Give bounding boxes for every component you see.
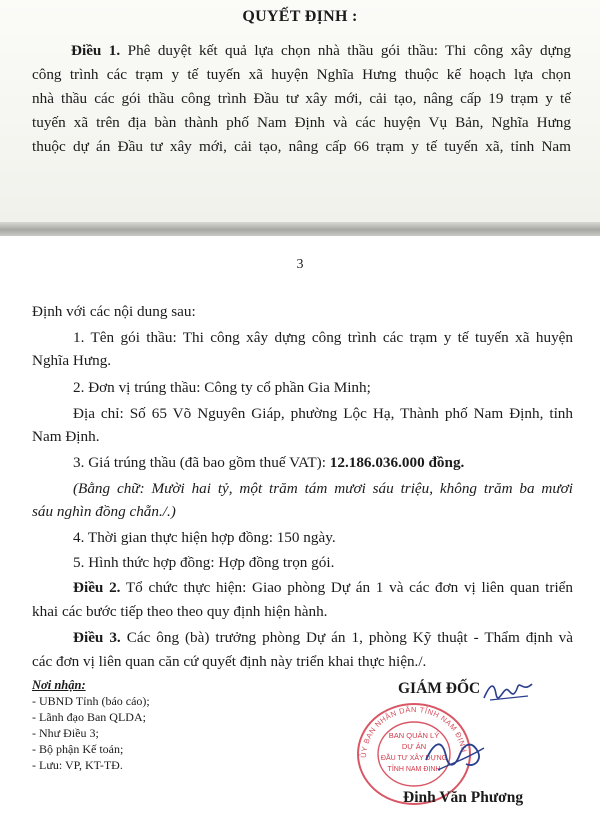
page-number: 3 [296,257,304,272]
page-separator [0,222,600,236]
item-3: 3. Giá trúng thầu (đã bao gồm thuế VAT): 12.186.036.000 đồng. [73,454,465,471]
article1-line-3: nhà thầu các gói thầu công trình Đầu tư xây mới, cải tạo, nâng cấp 19 trạm y tế [32,90,571,107]
article3-line-2: các đơn vị liên quan căn cứ quyết định này triển khai thực hiện./. [32,653,427,670]
signatory-name: Đinh Văn Phương [403,789,524,806]
recipient-item: - Như Điều 3; [32,726,99,740]
initial-scribble [480,676,536,706]
article1-continuation: Định với các nội dung sau: [32,303,196,320]
amount-in-words-line-2: sáu nghìn đồng chẵn./.) [32,503,176,520]
recipients-title: Nơi nhận: [32,678,86,692]
seal-line: BAN QUẢN LÝ [388,731,440,740]
previous-page-fragment [0,0,600,222]
item-4: 4. Thời gian thực hiện hợp đồng: 150 ngày. [73,529,336,546]
amount-in-words-line-1: (Bằng chữ: Mười hai tỷ, một trăm tám mươi sáu triệu, không trăm ba mươi [73,480,573,497]
article3-line-1: Điều 3. Các ông (bà) trưởng phòng Dự án 1, phòng Kỹ thuật - Thẩm định và [73,629,574,646]
article2-label: Điều 2. [73,579,121,596]
article1-label: Điều 1. [71,42,121,59]
signatory-title: GIÁM ĐỐC [398,680,481,697]
item-5: 5. Hình thức hợp đồng: Hợp đồng trọn gói. [73,554,335,571]
recipient-item: - Lãnh đạo Ban QLDA; [32,710,146,724]
seal-line: TỈNH NAM ĐỊNH [387,766,441,773]
contract-amount: 12.186.036.000 đồng. [329,454,465,471]
article1-line-2: công trình các trạm y tế tuyến xã huyện Nghĩa Hưng thuộc kế hoạch lựa chọn [32,66,571,83]
seal-line: ĐẦU TƯ XÂY DỰNG [380,755,448,762]
address-line-2: Nam Định. [32,428,100,445]
article2-line-2: khai các bước tiếp theo theo quy định hiện hành. [32,603,328,620]
item-1-line-1: 1. Tên gói thầu: Thi công xây dựng công trình các trạm y tế tuyến xã huyện [73,329,573,346]
article1-line-1: Điều 1. Phê duyệt kết quả lựa chọn nhà thầu gói thầu: Thi công xây dựng [71,42,572,59]
article1-line-5: thuộc dự án Đầu tư xây mới, cải tạo, nâng cấp 66 trạm y tế tuyến xã, tỉnh Nam [32,138,571,155]
seal-line: DỰ ÁN [401,742,427,751]
handwritten-signature [420,730,490,780]
article3-label: Điều 3. [73,629,121,646]
item-1-line-2: Nghĩa Hưng. [32,352,112,369]
decision-title: QUYẾT ĐỊNH : [242,8,358,25]
article1-line-4: tuyến xã trên địa bàn thành phố Nam Định và các huyện Vụ Bản, Nghĩa Hưng [32,114,571,131]
address-line-1: Địa chỉ: Số 65 Võ Nguyên Giáp, phường Lộc Hạ, Thành phố Nam Định, tỉnh [73,405,573,422]
item-2: 2. Đơn vị trúng thầu: Công ty cổ phần Gia Minh; [73,379,371,396]
seal-ring-text: ỦY BAN NHÂN DÂN TỈNH NAM ĐỊNH [358,704,469,759]
recipient-item: - Bộ phận Kế toán; [32,742,124,756]
article2-line-1: Điều 2. Tổ chức thực hiện: Giao phòng Dự án 1 và các đơn vị liên quan triển [73,579,573,596]
recipient-item: - UBND Tỉnh (báo cáo); [32,694,150,708]
recipient-item: - Lưu: VP, KT-TĐ. [32,758,123,772]
